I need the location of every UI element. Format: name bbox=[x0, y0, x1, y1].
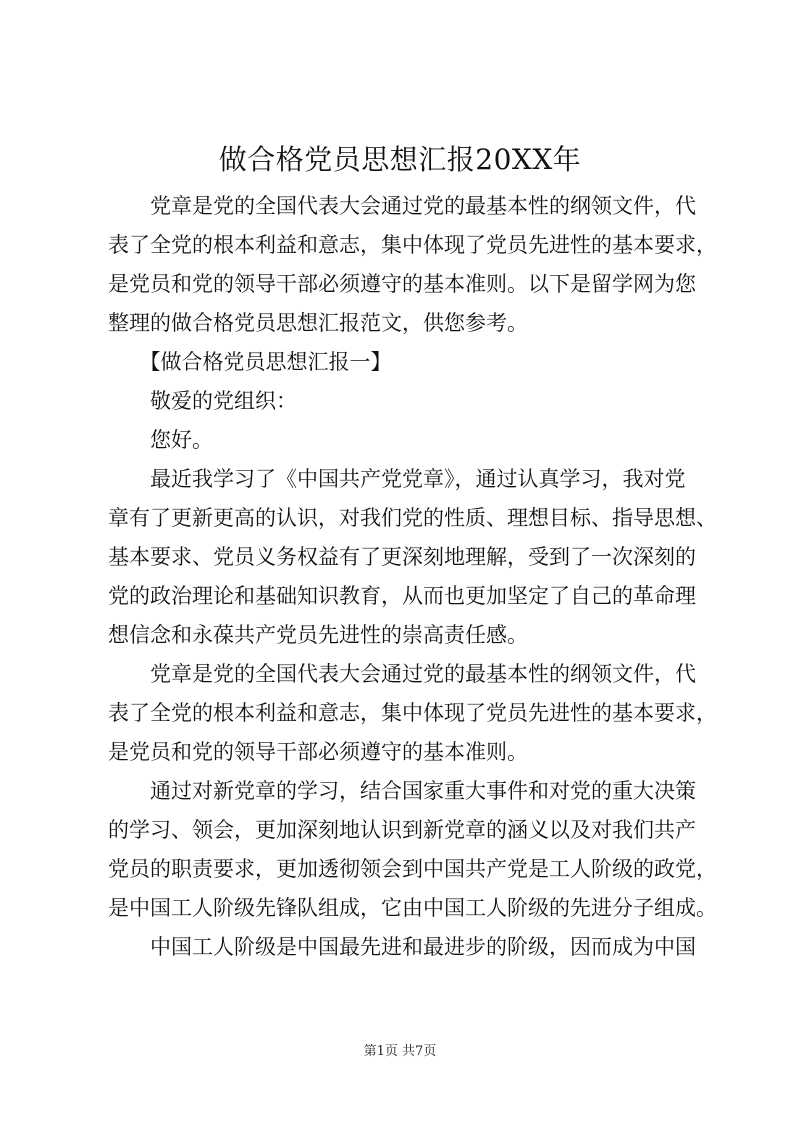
body-line: 通过对新党章的学习，结合国家重大事件和对党的重大决策 bbox=[108, 779, 696, 803]
body-line: 党员的职责要求，更加透彻领会到中国共产党是工人阶级的政党， bbox=[108, 857, 717, 881]
body-line: 整理的做合格党员思想汇报范文，供您参考。 bbox=[108, 311, 528, 335]
salutation: 敬爱的党组织： bbox=[108, 389, 297, 413]
body-line: 章有了更新更高的认识，对我们党的性质、理想目标、指导思想、 bbox=[108, 506, 717, 530]
page-number: 第1页 共7页 bbox=[363, 1044, 437, 1059]
body-line: 表了全党的根本利益和意志，集中体现了党员先进性的基本要求， bbox=[108, 701, 717, 725]
body-line: 党章是党的全国代表大会通过党的最基本性的纲领文件，代 bbox=[108, 662, 696, 686]
body-line: 中国工人阶级是中国最先进和最进步的阶级，因而成为中国 bbox=[108, 935, 696, 959]
body-line: 是党员和党的领导干部必须遵守的基本准则。 bbox=[108, 740, 528, 764]
body-line: 想信念和永葆共产党员先进性的崇高责任感。 bbox=[108, 623, 528, 647]
body-line: 的学习、领会，更加深刻地认识到新党章的涵义以及对我们共产 bbox=[108, 818, 696, 842]
greeting: 您好。 bbox=[108, 428, 213, 452]
body-line: 表了全党的根本利益和意志，集中体现了党员先进性的基本要求， bbox=[108, 233, 717, 257]
document-body bbox=[108, 187, 717, 967]
body-line: 基本要求、党员义务权益有了更深刻地理解，受到了一次深刻的 bbox=[108, 545, 696, 569]
body-line: 党章是党的全国代表大会通过党的最基本性的纲领文件，代 bbox=[108, 194, 696, 218]
body-line: 最近我学习了《中国共产党党章》，通过认真学习，我对党 bbox=[108, 467, 686, 491]
body-line: 党的政治理论和基础知识教育，从而也更加坚定了自己的革命理 bbox=[108, 584, 696, 608]
body-line: 是中国工人阶级先锋队组成，它由中国工人阶级的先进分子组成。 bbox=[108, 896, 717, 920]
document-title: 做合格党员思想汇报20XX年 bbox=[218, 143, 582, 176]
section-heading: 【做合格党员思想汇报一】 bbox=[108, 350, 392, 374]
body-line: 是党员和党的领导干部必须遵守的基本准则。以下是留学网为您 bbox=[108, 272, 696, 296]
